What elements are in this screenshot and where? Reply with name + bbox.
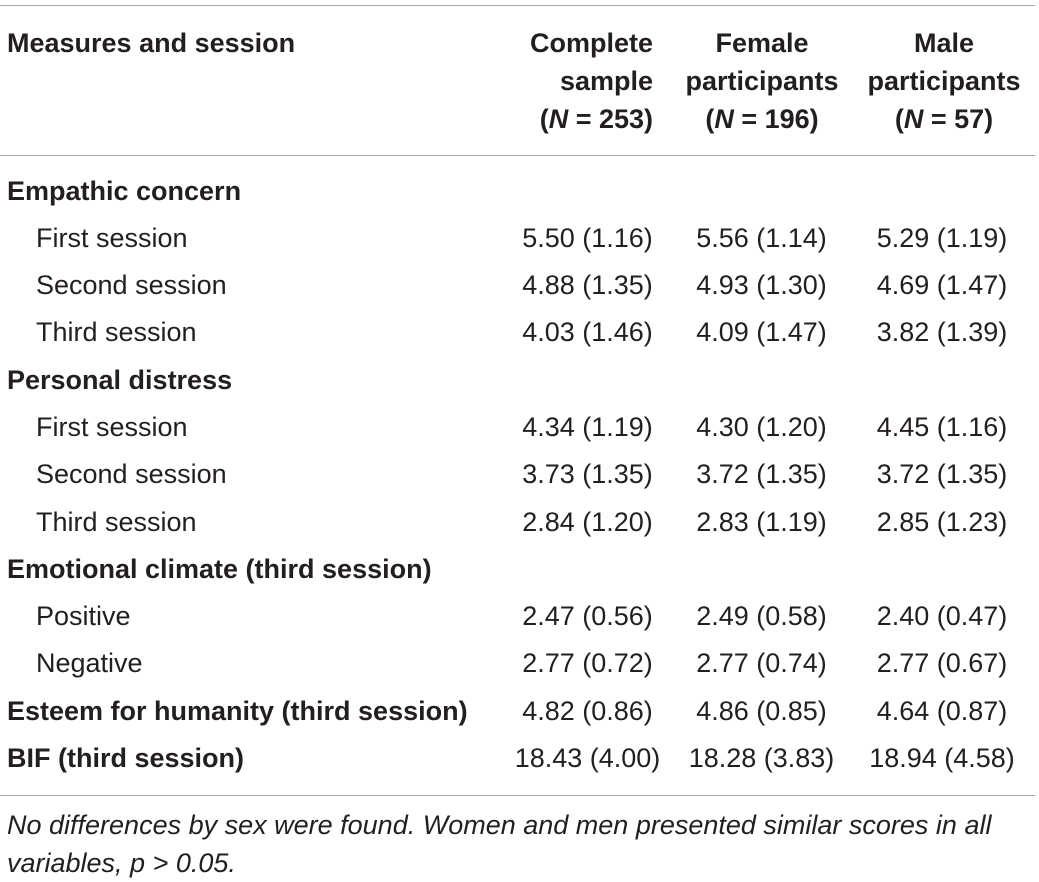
header-n: (N = 253)	[539, 104, 653, 134]
header-n-symbol: N	[714, 104, 734, 134]
table-row	[0, 215, 1035, 262]
cell-female: 4.09 (1.47)	[696, 317, 827, 347]
table-row	[0, 499, 1035, 546]
cell-male: 18.94 (4.58)	[869, 743, 1015, 773]
header-complete-sample	[505, 24, 653, 138]
cell-complete-sample: 2.77 (0.72)	[522, 648, 653, 678]
cell-male: 2.85 (1.23)	[876, 507, 1008, 537]
table-row-group	[0, 357, 1035, 404]
cell-complete-sample: 18.43 (4.00)	[514, 743, 661, 773]
cell-male: 4.69 (1.47)	[876, 270, 1008, 300]
header-line: Male	[913, 28, 975, 58]
row-label: Third session	[36, 317, 197, 347]
cell-complete-sample: 2.84 (1.20)	[522, 507, 653, 537]
header-n-symbol: N	[903, 104, 924, 134]
cell-female: 4.93 (1.30)	[696, 270, 827, 300]
header-n: (N = 57)	[894, 104, 994, 134]
cell-female: 2.77 (0.74)	[696, 648, 827, 678]
header-measures-and-session: Measures and session	[7, 28, 296, 58]
row-label: Esteem for humanity (third session)	[7, 696, 468, 726]
row-label: Positive	[36, 601, 131, 631]
header-line: participants	[867, 66, 1021, 96]
header-n-symbol: N	[548, 104, 569, 134]
header-n-value: = 253)	[568, 104, 653, 134]
table-row	[0, 640, 1035, 687]
bottom-rule	[0, 795, 1035, 796]
cell-male: 4.45 (1.16)	[876, 412, 1008, 442]
cell-male: 5.29 (1.19)	[876, 223, 1008, 253]
cell-male: 2.77 (0.67)	[876, 648, 1008, 678]
cell-complete-sample: 2.47 (0.56)	[522, 601, 653, 631]
header-line: Female	[715, 28, 809, 58]
row-label: Emotional climate (third session)	[7, 554, 432, 584]
cell-complete-sample: 5.50 (1.16)	[522, 223, 653, 253]
top-rule	[0, 5, 1035, 6]
cell-complete-sample: 4.34 (1.19)	[522, 412, 653, 442]
cell-complete-sample: 4.03 (1.46)	[522, 317, 653, 347]
cell-female: 18.28 (3.83)	[688, 743, 835, 773]
header-n-value: = 57)	[923, 104, 994, 134]
header-rule	[0, 155, 1035, 156]
header-male-participants	[856, 24, 1032, 138]
cell-female: 2.83 (1.19)	[696, 507, 827, 537]
row-label: BIF (third session)	[7, 743, 245, 773]
header-line: participants	[685, 66, 839, 96]
table-row	[0, 593, 1035, 640]
row-label: Third session	[36, 507, 197, 537]
cell-complete-sample: 4.88 (1.35)	[522, 270, 653, 300]
cell-male: 3.82 (1.39)	[876, 317, 1008, 347]
cell-female: 4.86 (0.85)	[696, 696, 827, 726]
table-row	[0, 451, 1035, 498]
header-n-value: = 196)	[733, 104, 819, 134]
cell-female: 3.72 (1.35)	[696, 459, 827, 489]
table-footnote: No differences by sex were found. Women and men presented similar scores in all variables, p > 0.05.	[7, 810, 992, 878]
table-row	[0, 262, 1035, 309]
row-label: Second session	[36, 270, 227, 300]
cell-female: 5.56 (1.14)	[696, 223, 827, 253]
table-row-group	[0, 168, 1035, 215]
row-label: First session	[36, 223, 188, 253]
header-line: Complete	[529, 28, 653, 58]
cell-male: 4.64 (0.87)	[876, 696, 1008, 726]
row-label: Personal distress	[7, 365, 233, 395]
cell-male: 2.40 (0.47)	[876, 601, 1008, 631]
header-n: (N = 196)	[705, 104, 819, 134]
cell-complete-sample: 3.73 (1.35)	[522, 459, 653, 489]
cell-female: 4.30 (1.20)	[696, 412, 827, 442]
header-female-participants	[676, 24, 848, 138]
cell-female: 2.49 (0.58)	[696, 601, 827, 631]
header-line: sample	[559, 66, 653, 96]
table-row	[0, 404, 1035, 451]
table-row	[0, 309, 1035, 356]
table-row-group	[0, 546, 1035, 593]
cell-male: 3.72 (1.35)	[876, 459, 1008, 489]
cell-complete-sample: 4.82 (0.86)	[522, 696, 653, 726]
row-label: Empathic concern	[7, 176, 242, 206]
table-row-group	[0, 735, 1035, 782]
row-label: First session	[36, 412, 188, 442]
row-label: Negative	[36, 648, 143, 678]
table-row-group	[0, 688, 1035, 735]
row-label: Second session	[36, 459, 227, 489]
